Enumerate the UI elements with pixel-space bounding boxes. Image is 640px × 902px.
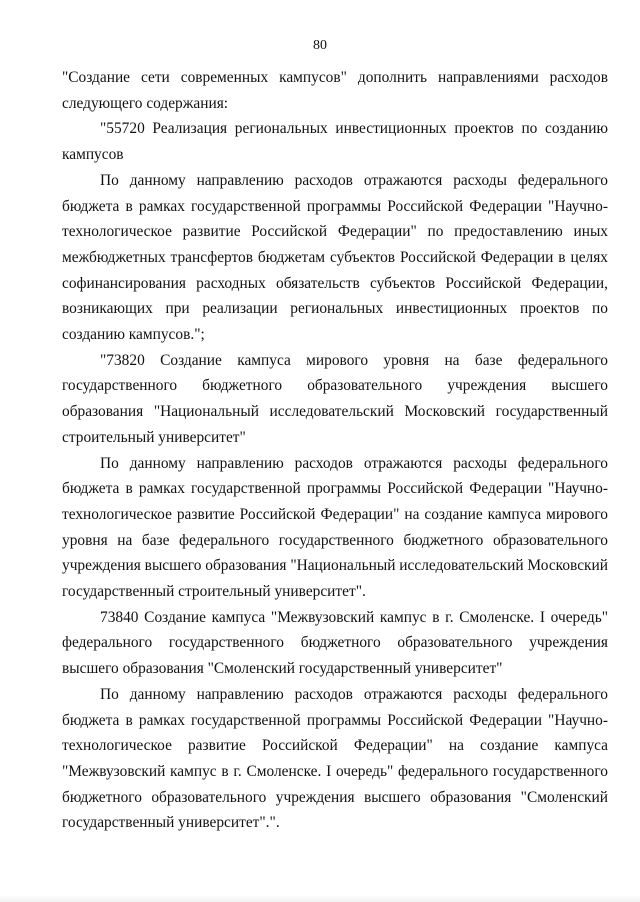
scan-edge	[0, 895, 640, 902]
paragraph-55720-heading: "55720 Реализация региональных инвестиционных проектов по созданию кампусов	[62, 120, 608, 164]
paragraph-55720-description: По данному направлению расходов отражаются расходы федерального бюджета в рамках государственной программы Российской Федерации "Научно-технологическое развитие Российской Федерации" по предоставлению иных межбюджетных трансфертов бюджетам субъектов Российской Федерации в целях софинансирования расходных обязательств субъектов Российской Федерации, возникающих при реализации региональных инвестиционных проектов по созданию кампусов.";	[62, 171, 608, 344]
paragraph-73840-heading: 73840 Создание кампуса "Межвузовский кампус в г. Смоленске. I очередь" федерального государственного бюджетного образовательного учреждения высшего образования "Смоленский государственный университет"	[62, 608, 608, 678]
paragraph-73820-description: По данному направлению расходов отражаются расходы федерального бюджета в рамках государственной программы Российской Федерации "Научно-технологическое развитие Российской Федерации" на создание кампуса мирового уровня на базе федерального государственного бюджетного образовательного учреждения высшего образования "Национальный исследовательский Московский государственный строительный университет".	[62, 454, 608, 601]
paragraph-73820-heading: "73820 Создание кампуса мирового уровня на базе федерального государственного бюджетного образовательного учреждения высшего образования "Национальный исследовательский Московский государственный строительный университет"	[62, 351, 608, 446]
paragraph-intro: "Создание сети современных кампусов" дополнить направлениями расходов следующего содержания:	[62, 69, 608, 112]
paragraph-73840-description: По данному направлению расходов отражаются расходы федерального бюджета в рамках государственной программы Российской Федерации "Научно-технологическое развитие Российской Федерации" на создание кампуса "Межвузовский кампус в г. Смоленске. I очередь" федерального государственного бюджетного образовательного учреждения высшего образования "Смоленский государственный университет".".	[62, 685, 608, 832]
document-body	[62, 65, 608, 836]
page-number: 80	[313, 38, 327, 53]
